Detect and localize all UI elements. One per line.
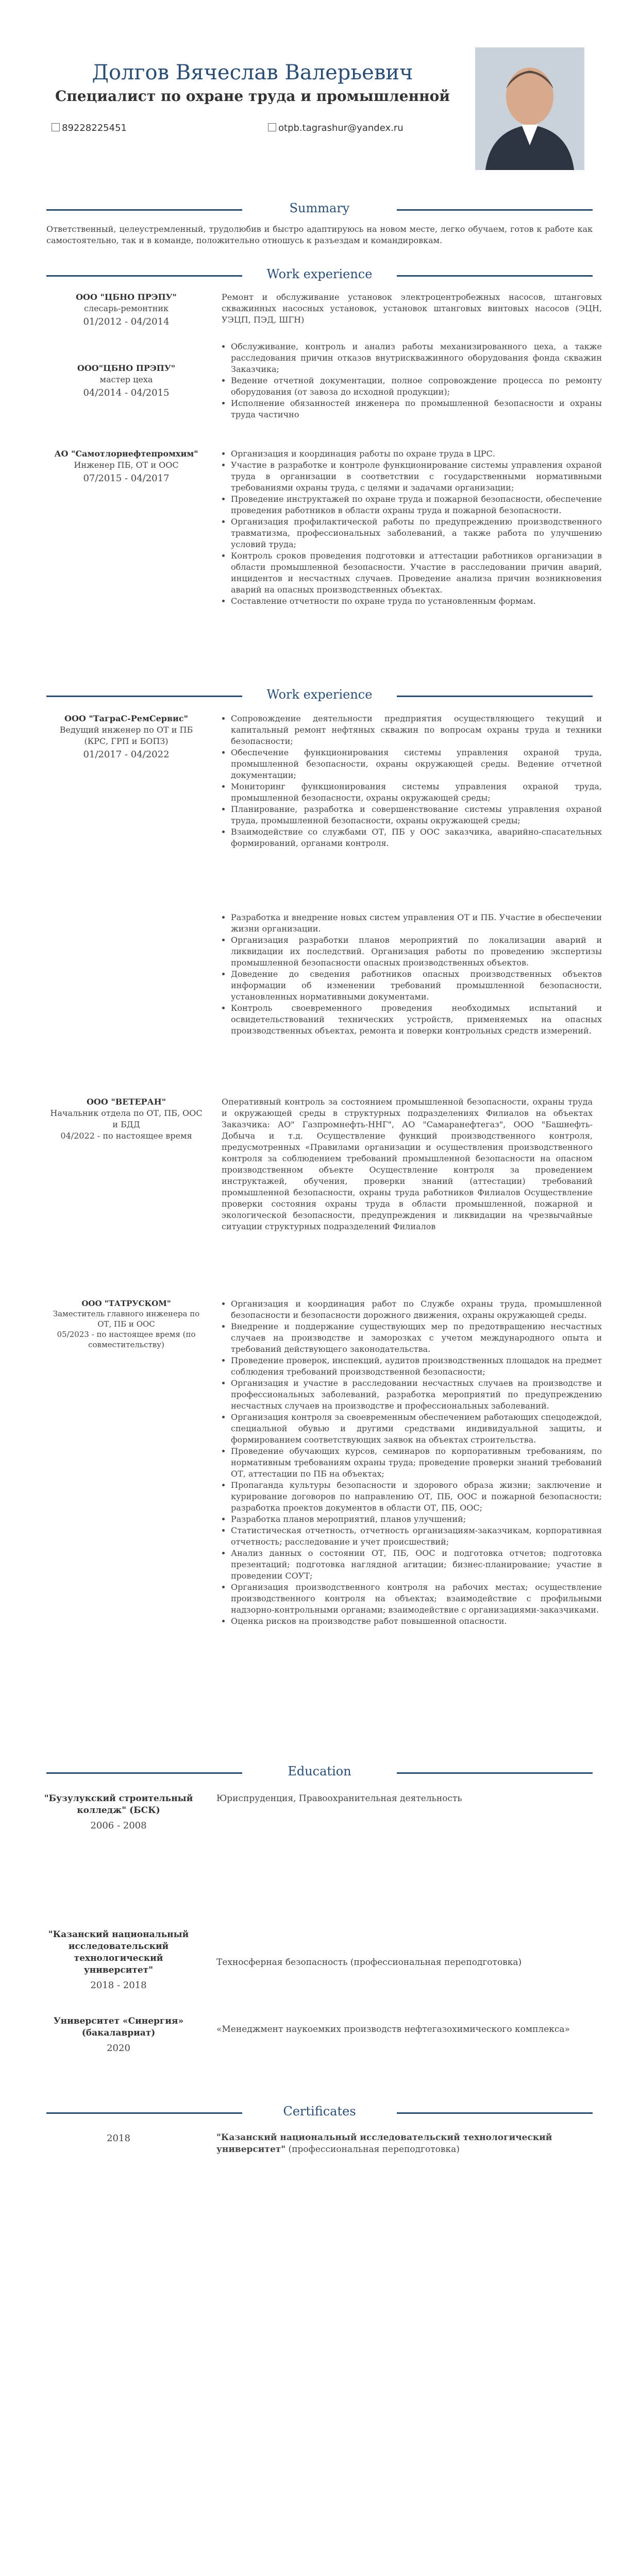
education-org: "Казанский национальный исследовательский технологический университет" [48, 1929, 189, 1975]
list-item: • Оценка рисков на производстве работ повышенной опасности. [231, 1616, 602, 1627]
summary-text: Ответственный, целеустремленный, трудолюбив и быстро адаптируюсь на новом месте, легко обучаем, готов к работе как самостоятельно, так и в команде, положительно отношусь к разъездам и командировкам. [46, 224, 593, 245]
phone-number: 89228225451 [62, 123, 127, 133]
list-item: • Организация и координация работ по Службе охраны труда, промышленной безопасности и безопасности дорожного движения, охраны окружающей среды. [231, 1298, 602, 1321]
list-item: • Разработка планов мероприятий, планов улучшений; [231, 1514, 602, 1525]
list-item: • Взаимодействие со службами ОТ, ПБ у ООС заказчика, аварийно-спасательных формирований, органами контроля. [231, 826, 602, 849]
job-dates: 01/2012 - 04/2014 [83, 316, 170, 327]
list-item: • Сопровождение деятельности предприятия осуществляющего текущий и капитальный ремонт нефтяных скважин по вопросам охраны труда и техники безопасности; [231, 713, 602, 747]
phone-icon [52, 123, 60, 131]
education-entry-1 [41, 1793, 196, 1832]
job-entry-4 [49, 713, 204, 760]
list-item: • Планирование, разработка и совершенствование системы управления охраной труда, промышленной безопасности, охраны окружающей среды; [231, 804, 602, 826]
education-desc-3: «Менеджмент наукоемких производств нефтегазохимического комплекса» [216, 2024, 570, 2035]
job-org: ООО "ЦБНО ПРЭПУ" [76, 292, 177, 302]
list-item: • Проведение обучающих курсов, семинаров по корпоративным требованиям, по нормативным требованиям охраны труда; проведение проверки знаний требований ОТ, аттестации по ПБ на объектах; [231, 1446, 602, 1480]
job-dates: 04/2014 - 04/2015 [83, 387, 170, 398]
job-position: мастер цеха [99, 375, 153, 384]
list-item: • Составление отчетности по охране труда по установленным формам. [231, 596, 602, 607]
job-dates: 07/2015 - 04/2017 [83, 473, 170, 484]
phone-contact [52, 123, 127, 133]
certificates-heading: Certificates [46, 2102, 593, 2123]
certificate-desc [216, 2132, 598, 2156]
list-item: • Контроль своевременного проведения необходимых испытаний и освидетельствований технических устройств, применяемых на опасных производственных объектах, ремонта и поверки контрольных средств измерений. [231, 1003, 602, 1037]
job-duties-2 [222, 341, 602, 420]
education-entry-2 [41, 1929, 196, 1991]
job-duties-6 [222, 1298, 602, 1627]
certificate-org: "Казанский национальный исследовательский технологический университет" [216, 2132, 552, 2155]
list-item: • Внедрение и поддержание существующих мер по предотвращению несчастных случаев на производстве и заморозках с учетом международного опыта и требований действующего законодательства. [231, 1321, 602, 1355]
job-entry-6 [49, 1298, 204, 1350]
job-dates: 01/2017 - 04/2022 [83, 749, 170, 760]
list-item: • Пропаганда культуры безопасности и здорового образа жизни; заключение и курирование договоров по направлению ОТ, ПБ, ООС и пожарной безопасности; разработка проектов документов в области ОТ, ПБ, ООС; [231, 1480, 602, 1514]
education-entry-3 [41, 2015, 196, 2054]
job-org: АО "Самотлорнефтепромхим" [54, 449, 198, 459]
list-item: • Исполнение обязанностей инженера по промышленной безопасности и охраны труда частично [231, 398, 602, 420]
job-org: ООО"ЦБНО ПРЭПУ" [77, 363, 176, 373]
list-item: • Организация профилактической работы по предупреждению производственного травматизма, профессиональных заболеваний, а также работа по улучшению условий труда; [231, 516, 602, 550]
job-position: Ведущий инженер по ОТ и ПБ (КРС, ГРП и БОПЗ) [59, 725, 193, 746]
certificate-year: 2018 [107, 2133, 130, 2144]
certificate-type: (профессиональная переподготовка) [285, 2144, 460, 2155]
list-item: • Организация и участие в расследовании несчастных случаев на производстве и профессиональных заболеваний, разработка мероприятий по предупреждению несчастных случаев на производстве и профессиональных заболеваний. [231, 1378, 602, 1412]
list-item: • Участие в разработке и контроле функционирование системы управления охраной труда в организации в соответствии с государственными нормативными требованиями охраны труда, с целями и задачами организации; [231, 460, 602, 494]
job-duties-4 [222, 713, 602, 849]
job-duties-1 [222, 292, 602, 326]
list-item: • Проведение проверок, инспекций, аудитов производственных площадок на предмет соблюдения требований производственной безопасности; [231, 1355, 602, 1378]
job-dates: 05/2023 - по настоящее время (по совместительству) [57, 1330, 196, 1349]
job-org: ООО "ВЕТЕРАН" [86, 1097, 166, 1107]
education-org: Университет «Синергия» (бакалавриат) [53, 2016, 184, 2038]
job-position: Начальник отдела по ОТ, ПБ, ООС и БДД [50, 1108, 203, 1129]
list-item: • Статистическая отчетность, отчетность организациям-заказчикам, корпоративная отчетность; расследование и учет происшествий; [231, 1525, 602, 1548]
job-duties-5: Оперативный контроль за состоянием промышленной безопасности, охраны труда и окружающей среды в структурных подразделениях Филиалов на объектах Заказчика: АО" Газпромнефть-ННГ", АО "Самаранефтегаз", ООО "Башнефть-Добыча и т.д. Осуществление функций производственного контроля, предусмотренных «Правилами организации и осуществления производственного контроля за соблюдением требований промышленной безопасности на опасном производственном объекте Осуществление контроля за проведением инструктажей, обучения, проверки знаний (аттестации) требований промышленной безопасности, охраны труда работников Филиалов Осуществление проверки состояния охраны труда в области промышленной, пожарной и экологической безопасности, предупреждения и ликвидации на чрезвычайные ситуации структурных подразделений Филиалов [222, 1097, 593, 1231]
job-org: ООО "ТАТРУСКОМ" [81, 1299, 171, 1308]
email-icon [268, 123, 276, 131]
work-experience-heading: Work experience [46, 265, 593, 285]
email-address: otpb.tagrashur@yandex.ru [278, 123, 403, 133]
list-item: • Организация и координация работы по охране труда в ЦРС. [231, 448, 602, 460]
page-subtitle: Специалист по охране труда и промышленной [55, 88, 450, 105]
education-dates: 2006 - 2008 [90, 1820, 147, 1831]
list-item: Ремонт и обслуживание установок электроцентробежных насосов, штанговых скважинных насосных установок, установок штанговых винтовых насосов (ЭЦН, УЭЦП, ПЭД, ШГН) [222, 292, 602, 325]
education-desc-2: Техносферная безопасность (профессиональная переподготовка) [216, 1957, 522, 1968]
email-contact [268, 123, 403, 133]
job-entry-3 [49, 448, 204, 484]
list-item: • Обеспечение функционирования системы управления охраной труда, промышленной безопасности, охраны окружающей среды. Ведение отчетной документации; [231, 747, 602, 781]
list-item: • Ведение отчетной документации, полное сопровождение процесса по ремонту оборудования (от завоза до исходной продукции); [231, 375, 602, 398]
job-org: ООО "ТаграС-РемСервис" [64, 714, 188, 723]
education-heading: Education [46, 1762, 593, 1783]
list-item: • Анализ данных о состоянии ОТ, ПБ, ООС и подготовка отчетов; подготовка презентаций; подготовка наглядной агитации; бизнес-планирование; участие в проведении СОУТ; [231, 1548, 602, 1582]
list-item: • Мониторинг функционирования системы управления охраной труда, промышленной безопасности, охраны окружающей среды; [231, 781, 602, 804]
job-duties-3 [222, 448, 602, 607]
job-position: Заместитель главного инженера по ОТ, ПБ и ООС [53, 1309, 200, 1329]
list-item: • Организация разработки планов мероприятий по локализации аварий и ликвидации их последствий. Организация работы по проведению экспертизы промышленной безопасности опасных производственных объектов. [231, 935, 602, 969]
job-entry-2 [49, 363, 204, 399]
summary-heading: Summary [46, 199, 593, 219]
list-item: • Контроль сроков проведения подготовки и аттестации работников организации в области промышленной безопасности. Участие в расследовании причин аварий, инцидентов и несчастных случаев. Проведение анализа причин возникновения аварий на опасных производственных объектах. [231, 550, 602, 596]
education-desc-1: Юриспруденция, Правоохранительная деятельность [216, 1793, 462, 1804]
list-item: • Проведение инструктажей по охране труда и пожарной безопасности, обеспечение проведения работников в области охраны труда и пожарной безопасности. [231, 494, 602, 516]
job-position: слесарь-ремонтник [83, 303, 169, 313]
list-item: • Обслуживание, контроль и анализ работы механизированного цеха, а также расследования причин отказов внутрискважинного оборудования фонда скважин Заказчика; [231, 341, 602, 375]
list-item: • Организация контроля за своевременным обеспечением работающих спецодеждой, специальной обувью и другими средствами индивидуальной защиты, и формированием соответствующих заявок на объектах строительства. [231, 1412, 602, 1446]
education-dates: 2018 - 2018 [90, 1980, 147, 1991]
education-org: "Бузулукский строительный колледж" (БСК) [44, 1793, 193, 1816]
avatar [475, 47, 584, 170]
job-entry-5 [49, 1096, 204, 1142]
work-experience-heading-2: Work experience [46, 685, 593, 706]
job-dates: 04/2022 - по настоящее время [60, 1131, 192, 1141]
job-position: Инженер ПБ, ОТ и ООС [74, 460, 179, 470]
list-item: • Доведение до сведения работников опасных производственных объектов информации об изменении требований промышленной безопасности, установленных нормативными документами. [231, 969, 602, 1003]
job-entry-1 [49, 292, 204, 328]
list-item: • Организация производственного контроля на рабочих местах; осуществление производственного контроля на объектах; взаимодействие с профильными надзорно-контрольными органами; взаимодействие с организациями-заказчиками. [231, 1582, 602, 1616]
page-title: Долгов Вячеслав Валерьевич [92, 61, 413, 84]
education-dates: 2020 [107, 2043, 130, 2054]
list-item: • Разработка и внедрение новых систем управления ОТ и ПБ. Участие в обеспечении жизни организации. [231, 912, 602, 935]
job-duties-4b [222, 912, 602, 1037]
